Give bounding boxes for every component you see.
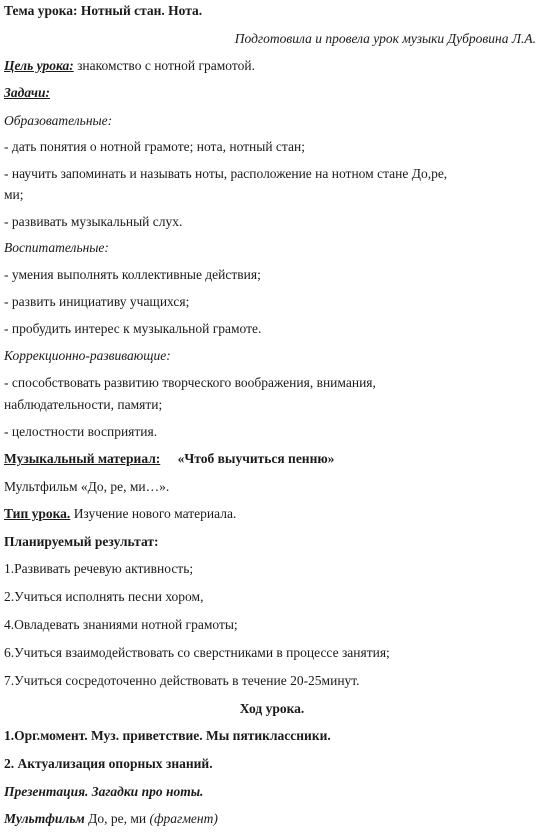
goal-value: знакомство с нотной грамотой. (77, 58, 255, 73)
planned-item: 6.Учиться взаимодействовать со сверстниками в процессе занятия; (4, 645, 390, 660)
educational-item: - дать понятия о нотной грамоте; нота, нотный стан; (4, 139, 305, 154)
planned-item: 7.Учиться сосредоточенно действовать в течение 20-25минут. (4, 673, 360, 688)
planned-item: 4.Овладевать знаниями нотной грамоты; (4, 617, 238, 632)
lesson-type-value: Изучение нового материала. (73, 506, 237, 521)
educational-item: - развивать музыкальный слух. (4, 214, 183, 229)
educational-heading: Образовательные: (4, 113, 113, 128)
goal-label: Цель урока: (4, 58, 74, 73)
lesson-topic-value: Нотный стан. Нота. (80, 3, 203, 18)
correctional-heading: Коррекционно-развивающие: (4, 348, 171, 363)
cartoon2-value: До, ре, ми (88, 811, 147, 826)
cartoon-line: Мультфильм «До, ре, ми…». (4, 479, 170, 494)
educational-item: - научить запоминать и называть ноты, расположение на нотном стане До,ре, (4, 166, 448, 181)
music-material-label: Музыкальный материал: (4, 451, 161, 466)
course-step: 2. Актуализация опорных знаний. (4, 756, 213, 771)
upbringing-heading: Воспитательные: (4, 240, 109, 255)
presentation-line: Презентация. Загадки про ноты. (4, 784, 204, 799)
upbringing-item: - развить инициативу учащихся; (4, 294, 190, 309)
lesson-type-label: Тип урока. (4, 506, 71, 521)
lesson-topic-label: Тема урока: (4, 3, 78, 18)
course-step: 1.Орг.момент. Муз. приветствие. Мы пятиклассники. (4, 728, 331, 743)
tasks-heading: Задачи: (4, 85, 50, 100)
cartoon2-label: Мультфильм (4, 811, 85, 826)
correctional-item: - целостности восприятия. (4, 424, 158, 439)
upbringing-item: - пробудить интерес к музыкальной грамоте. (4, 321, 262, 336)
goal-line (4, 59, 255, 73)
planned-item: 2.Учиться исполнять песни хором, (4, 589, 204, 604)
educational-item: ми; (4, 187, 24, 202)
cartoon2-note: (фрагмент) (149, 811, 218, 826)
lesson-type-line (4, 507, 236, 521)
lesson-topic-line (4, 4, 202, 18)
planned-item: 1.Развивать речевую активность; (4, 561, 194, 576)
cartoon2-line (4, 812, 218, 826)
correctional-item: - способствовать развитию творческого воображения, внимания, (4, 375, 376, 390)
correctional-item: наблюдательности, памяти; (4, 397, 163, 412)
music-material-line (4, 452, 334, 466)
author-line: Подготовила и провела урок музыки Дубровина Л.А. (234, 31, 536, 46)
upbringing-item: - умения выполнять коллективные действия; (4, 267, 261, 282)
planned-heading: Планируемый результат: (4, 534, 159, 549)
music-material-value: «Чтоб выучиться пенню» (177, 451, 335, 466)
course-heading: Ход урока. (239, 701, 305, 716)
